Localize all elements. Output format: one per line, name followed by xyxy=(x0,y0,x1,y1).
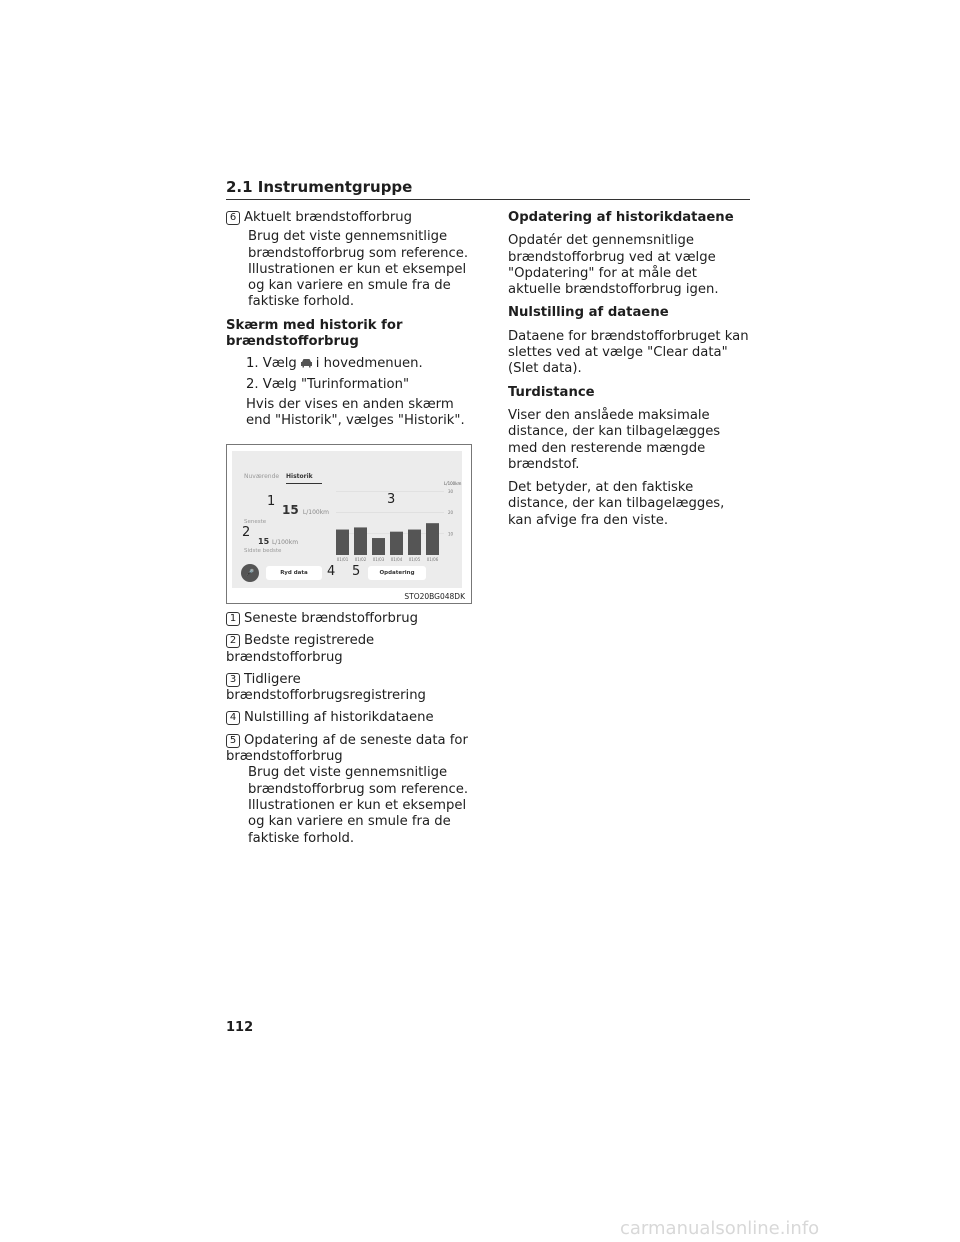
right-column xyxy=(508,210,750,529)
tab-current: Nuværende xyxy=(244,473,280,480)
callout-5: 5 xyxy=(352,564,361,579)
y-tick-10: 10 xyxy=(448,531,454,537)
section-header: 2.1 Instrumentgruppe xyxy=(226,178,413,196)
bar-01-04 xyxy=(390,532,403,555)
callout-4: 4 xyxy=(327,564,336,579)
distance-note: Det betyder, at den faktiske distance, der kan tilbagelægges, kan afvige fra den viste. xyxy=(508,480,725,528)
latest-value: 15 L/100km xyxy=(282,503,330,517)
legend-2: 2 Bedste registrerede brændstofforbrug xyxy=(226,633,375,665)
legend-note: Brug det viste gennemsnitlige brændstofforbrug som reference. Illustrationen er kun et eksempel og kan variere en smule fra de faktiske forhold. xyxy=(248,765,469,846)
update-heading: Opdatering af historikdataene xyxy=(508,210,734,225)
best-value: 15 L/100km xyxy=(258,537,299,546)
step-2-note: Hvis der vises en anden skærm end "Historik", vælges "Historik". xyxy=(246,396,465,429)
legend-3: 3 Tidligere brændstofforbrugsregistrering xyxy=(226,671,426,704)
watermark: carmanualsonline.info xyxy=(620,1218,820,1239)
car-icon xyxy=(300,358,313,368)
latest-label: Seneste xyxy=(244,519,267,525)
reset-text: Dataene for brændstofforbruget kan slettes ved at vælge "Clear data" (Slet data). xyxy=(508,328,749,377)
distance-text: Viser den anslåede maksimale distance, der kan tilbagelægges med den resterende mængde brændstof. xyxy=(508,407,721,472)
bar-01-01 xyxy=(336,530,349,555)
legend-1: 1 Seneste brændstofforbrug xyxy=(226,611,471,627)
clear-data-button[interactable]: Ryd data xyxy=(266,566,322,580)
x-tick-01-06: 01/06 xyxy=(426,557,439,562)
best-label: Sidste bedste xyxy=(244,548,282,554)
mic-icon[interactable]: 🎤 xyxy=(241,564,259,582)
x-tick-01-01: 01/01 xyxy=(336,557,349,562)
history-bar-chart xyxy=(332,479,462,565)
y-tick-30: 30 xyxy=(448,488,454,494)
screen-figure xyxy=(226,444,472,604)
item-6-title: Aktuelt brændstofforbrug xyxy=(244,210,413,225)
legend-4: 4 Nulstilling af historikdataene xyxy=(226,710,471,726)
callout-1: 1 xyxy=(267,494,276,509)
page-number: 112 xyxy=(226,1020,254,1035)
y-tick-20: 20 xyxy=(448,510,454,516)
x-tick-01-05: 01/05 xyxy=(408,557,421,562)
distance-heading: Turdistance xyxy=(508,384,595,400)
tab-history: Historik xyxy=(286,473,322,484)
bar-01-05 xyxy=(408,530,421,555)
update-text: Opdatér det gennemsnitlige brændstofforbrug ved at vælge "Opdatering" for at måle det aktuelle brændstofforbrug igen. xyxy=(508,233,719,298)
y-axis-unit: L/100km xyxy=(444,481,462,486)
item-6-desc: Brug det viste gennemsnitlige brændstofforbrug som reference. Illustrationen er kun et eksempel og kan variere en smule fra de faktiske forhold. xyxy=(248,229,469,310)
history-screen xyxy=(232,451,462,588)
step-1 xyxy=(226,356,471,372)
left-column xyxy=(226,210,471,430)
reset-heading: Nulstilling af dataene xyxy=(508,305,669,321)
step-1-a: 1. Vælg xyxy=(246,356,297,372)
header-rule xyxy=(226,199,750,200)
bar-01-03 xyxy=(372,538,385,555)
update-button[interactable]: Opdatering xyxy=(368,566,426,580)
step-2: 2. Vælg "Turinformation" xyxy=(246,376,410,392)
history-heading: Skærm med historik for brændstofforbrug xyxy=(226,317,403,350)
legend-list xyxy=(226,611,471,847)
callout-3: 3 xyxy=(387,492,396,507)
callout-2: 2 xyxy=(242,525,251,540)
item-6-badge: 6 xyxy=(226,211,240,225)
bar-01-06 xyxy=(426,523,439,555)
x-tick-01-03: 01/03 xyxy=(372,557,385,562)
bar-01-02 xyxy=(354,527,367,555)
x-tick-01-02: 01/02 xyxy=(354,557,367,562)
step-1-b: i hovedmenuen. xyxy=(315,356,423,372)
x-tick-01-04: 01/04 xyxy=(390,557,403,562)
legend-5: 5 Opdatering af de seneste data for brændstofforbrug xyxy=(226,732,468,765)
figure-caption: STO20BG048DK xyxy=(404,592,465,601)
